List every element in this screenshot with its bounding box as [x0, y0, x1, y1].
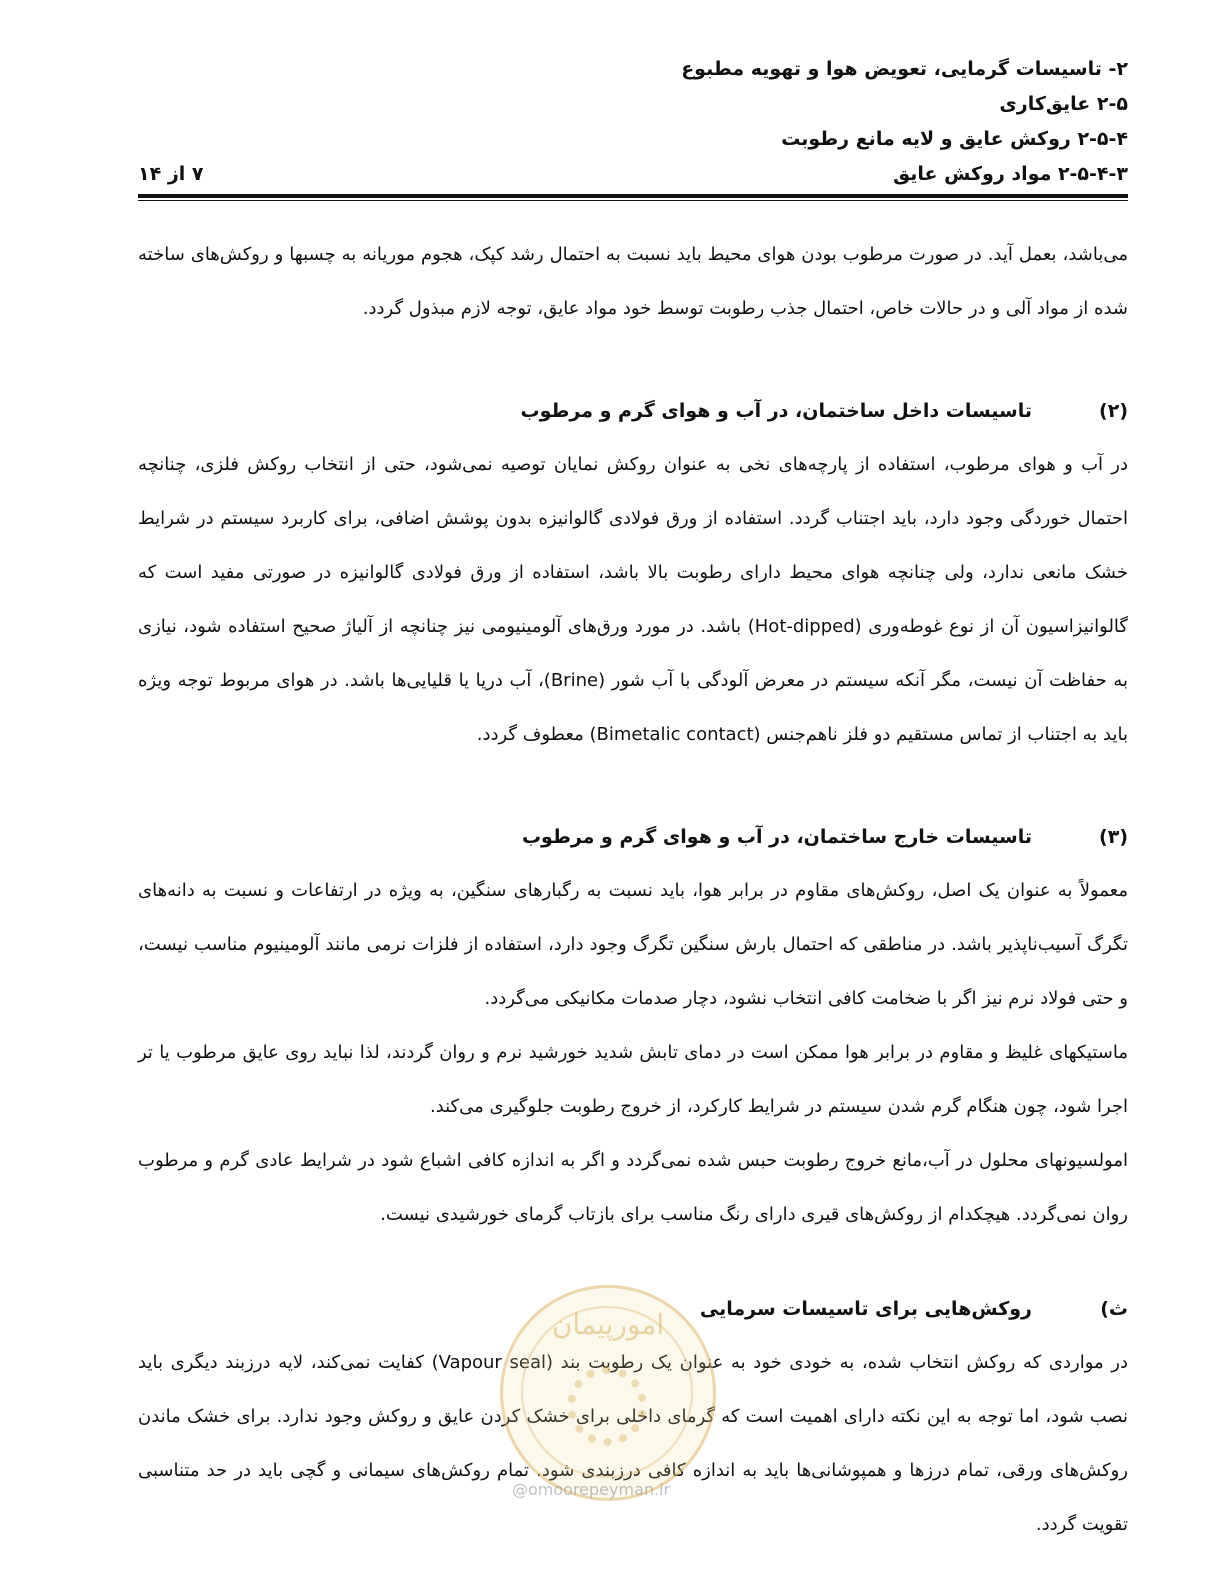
section-indoor-humid — [138, 384, 1128, 762]
header-chapter: ۲- تاسیسات گرمایی، تعویض هوا و تهویه مطبوع — [681, 58, 1128, 80]
section-paragraph: امولسیونهای محلول در آب،مانع خروج رطوبت حبس شده نمی‌گردد و اگر به اندازه کافی اشباع شود در شرایط عادی گرم و مرطوب روان نمی‌گردد. هیچکدام از روکش‌های قیری دارای رنگ مناسب برای بازتاب گرمای خورشیدی نیست. — [138, 1150, 1128, 1225]
section-paragraph: ماستیکهای غلیظ و مقاوم در برابر هوا ممکن است در دمای تابش شدید خورشید نرم و روان گردند، لذا نباید روی عایق مرطوب یا تر اجرا شود، چون هنگام گرم شدن سیستم در شرایط کارکرد، از خروج رطوبت جلوگیری می‌کند. — [138, 1042, 1128, 1117]
stamp-logo-text: امورپیمان — [551, 1308, 665, 1341]
section-title: روکش‌هایی برای تاسیسات سرمایی — [699, 1298, 1032, 1320]
section-heading — [138, 810, 1128, 864]
section-paragraph: در آب و هوای مرطوب، استفاده از پارچه‌های نخی به عنوان روکش نمایان توصیه نمی‌شود، حتی از انتخاب روکش فلزی، چنانچه احتمال خوردگی وجود دارد، باید اجتناب گردد. استفاده از ورق فولادی گالوانیزه بدون پوشش اضافی، برای کاربرد سیستم در شرایط خشک مانعی ندارد، ولی چنانچه هوای محیط دارای رطوبت بالا باشد، استفاده از ورق فولادی گالوانیزه در صورتی مفید است که گالوانیزاسیون آن از نوع غوطه‌وری (Hot-dipped) باشد. در مورد ورق‌های آلومینیومی نیز چنانچه از آلیاژ صحیح استفاده شود، نیازی به حفاظت آن نیست، مگر آنکه سیستم در معرض آلودگی با آب شور (Brine)، آب دریا یا قلیایی‌ها باشد. در هوای مربوط توجه ویژه باید به اجتناب از تماس مستقیم دو فلز ناهم‌جنس (Bimetalic contact) معطوف گردد. — [138, 454, 1128, 745]
section-number: ث) — [1100, 1298, 1128, 1320]
section-paragraph: معمولاً به عنوان یک اصل، روکش‌های مقاوم در برابر هوا، باید نسبت به رگبارهای سنگین، به ویژه در ارتفاعات و نسبت به دانه‌های تگرگ آسیب‌ناپذیر باشد. در مناطقی که احتمال بارش سنگین تگرگ وجود دارد، استفاده از فلزات نرمی مانند آلومینیوم مناسب نیست، و حتی فولاد نرم نیز اگر با ضخامت کافی انتخاب نشود، دچار صدمات مکانیکی می‌گردد. — [138, 880, 1128, 1009]
intro-paragraph: می‌باشد، بعمل آید. در صورت مرطوب بودن هوای محیط باید نسبت به احتمال رشد کپک، هجوم موریانه به چسبها و روکش‌های ساخته شده از مواد آلی و در حالات خاص، احتمال جذب رطوبت توسط خود مواد عایق، توجه لازم مبذول گردد. — [138, 244, 1128, 319]
page-body — [138, 228, 1128, 1552]
page-number: ۷ از ۱۴ — [138, 163, 204, 185]
header-subsection: ۲-۵-۴ روکش عایق و لایه مانع رطوبت — [781, 128, 1128, 150]
header-section: ۲-۵ عایق‌کاری — [999, 93, 1128, 115]
section-title: تاسیسات داخل ساختمان، در آب و هوای گرم و مرطوب — [520, 400, 1032, 422]
section-paragraph: در مواردی که روکش انتخاب شده، به خودی خود به عنوان یک رطوبت بند (Vapour seal) کفایت نمی‌کند، لایه درزبند دیگری باید نصب شود، اما توجه به این نکته دارای اهمیت است که گرمای داخلی برای خشک کردن عایق و روکش وجود ندارد. برای خشک ماندن روکش‌های ورقی، تمام درزها و همپوشانی‌ها باید به اندازه کافی درزبندی شود. تمام روکش‌های سیمانی و گچی باید در حد متناسبی تقویت گردد. — [138, 1352, 1129, 1535]
header-divider-thin — [138, 200, 1128, 201]
section-number: (۳) — [1099, 826, 1128, 848]
header-divider-thick — [138, 194, 1128, 198]
section-title: تاسیسات خارج ساختمان، در آب و هوای گرم و مرطوب — [521, 826, 1032, 848]
page-header — [138, 52, 1128, 192]
section-outdoor-humid — [138, 810, 1128, 1242]
header-topic: ۲-۵-۴-۳ مواد روکش عایق — [893, 163, 1128, 185]
section-heading — [138, 1282, 1128, 1336]
watermark-url: @omoorepeyman.ir — [512, 1480, 671, 1499]
section-heading — [138, 384, 1128, 438]
section-cold-installations — [138, 1282, 1128, 1552]
section-number: (۲) — [1099, 400, 1128, 422]
